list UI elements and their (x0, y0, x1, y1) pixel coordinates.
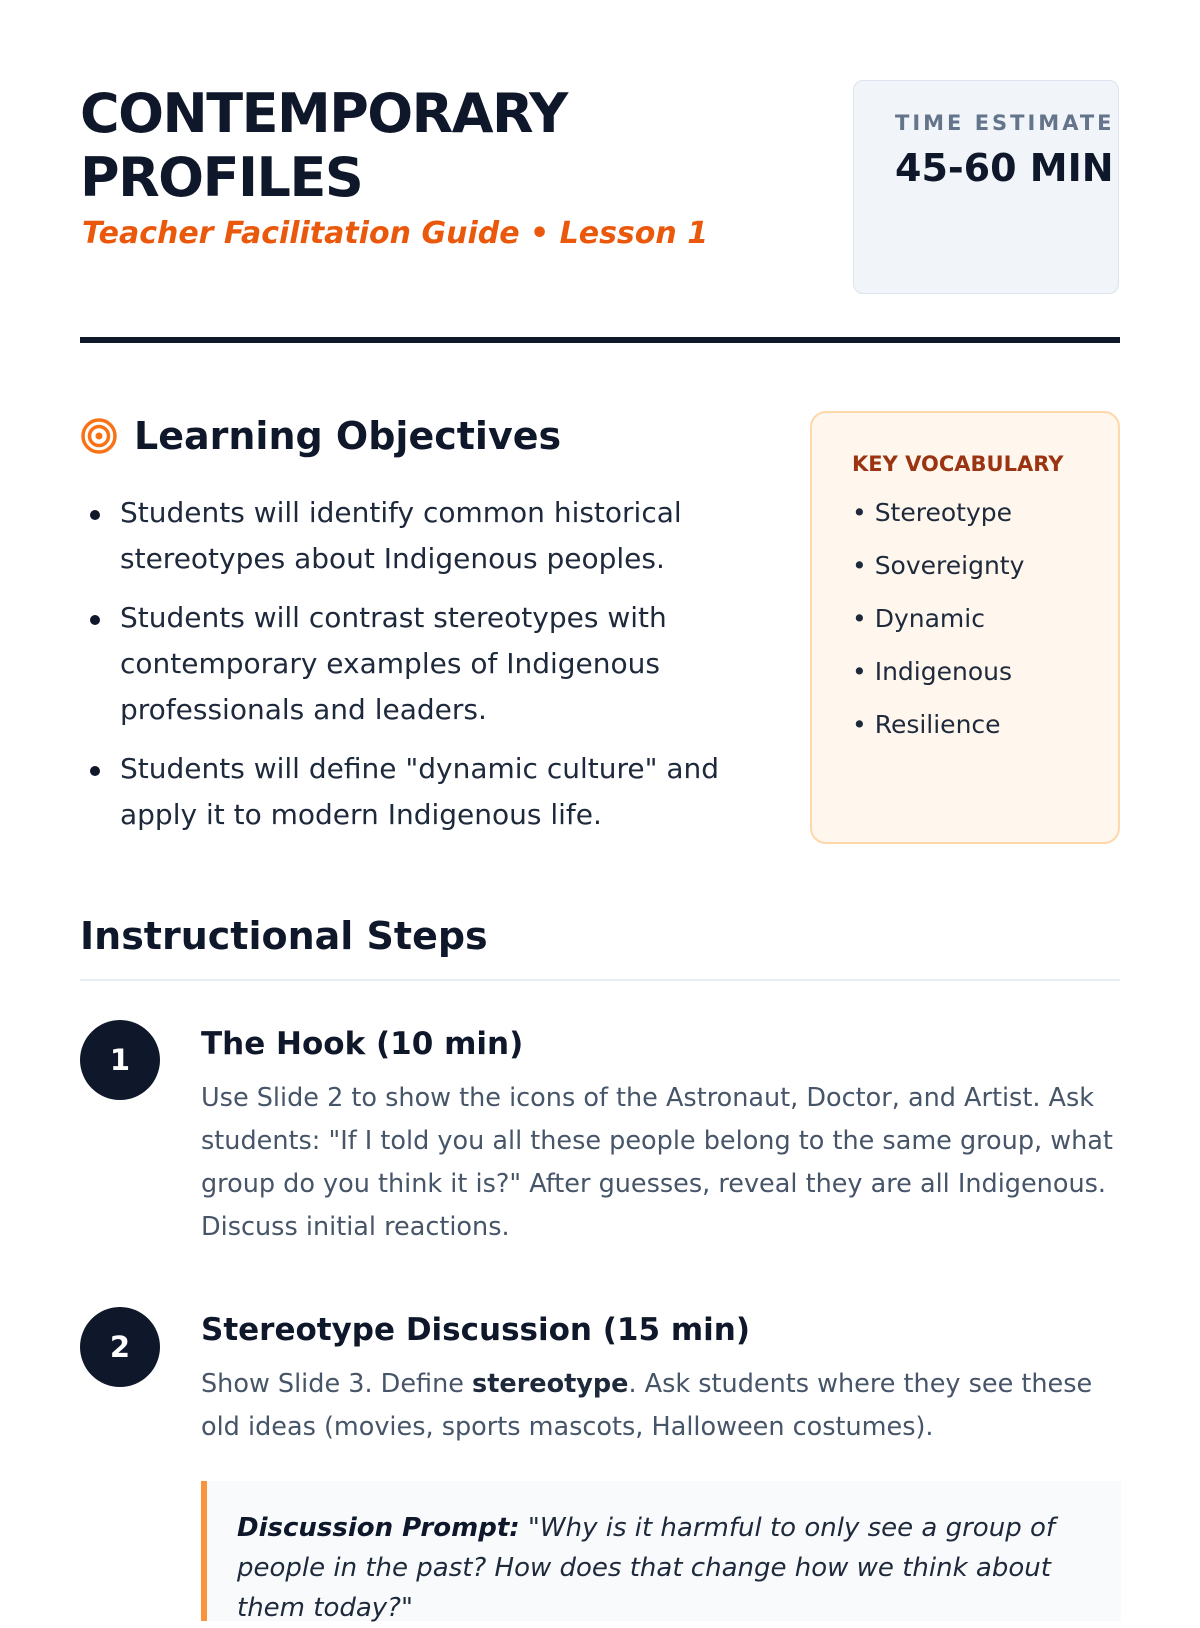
page-subtitle: Teacher Facilitation Guide • Lesson 1 (82, 216, 709, 251)
bullet-icon (90, 510, 100, 520)
steps-divider (80, 979, 1120, 981)
page-title: CONTEMPORARY PROFILES (80, 82, 567, 209)
discussion-prompt-callout (201, 1481, 1121, 1621)
bullet-icon (90, 615, 100, 625)
step-number-badge: 2 (80, 1307, 160, 1387)
prompt-label: Discussion Prompt: (237, 1513, 520, 1543)
objectives-heading (80, 412, 561, 460)
objectives-heading-text: Learning Objectives (134, 414, 562, 458)
step-title: Stereotype Discussion (15 min) (201, 1312, 751, 1348)
step-description: Use Slide 2 to show the icons of the Astronaut, Doctor, and Artist. Ask students: "If I told you all these people belong to the same group, what group do you think it is?" After guesses, reveal they are all Indigenous. Discuss initial reactions. (201, 1083, 1113, 1242)
header-divider (80, 337, 1120, 343)
vocabulary-item: • Dynamic (852, 604, 985, 633)
objective-item (80, 595, 740, 733)
vocabulary-title: KEY VOCABULARY (852, 452, 1064, 476)
step-number-badge: 1 (80, 1020, 160, 1100)
step-text-bold-term: stereotype (472, 1369, 629, 1399)
objectives-list (80, 490, 740, 851)
steps-heading: Instructional Steps (80, 914, 488, 958)
target-icon (80, 417, 118, 455)
step-description (201, 1363, 1121, 1449)
step-2 (201, 1310, 1121, 1449)
time-estimate-label: TIME ESTIMATE (895, 111, 1115, 135)
objective-text: Students will identify common historical stereotypes about Indigenous peoples. (120, 496, 682, 575)
vocabulary-item: • Stereotype (852, 498, 1012, 527)
objective-item (80, 490, 740, 582)
bullet-icon (90, 766, 100, 776)
step-text-part: Show Slide 3. Define (201, 1369, 473, 1399)
step-1 (201, 1024, 1121, 1249)
step-text-part: . Ask students where they see these old ideas (movies, sports mascots, Halloween costumes). (201, 1369, 1093, 1442)
objective-text: Students will contrast stereotypes with contemporary examples of Indigenous professionals and leaders. (120, 601, 667, 726)
step-title: The Hook (10 min) (201, 1026, 524, 1062)
time-estimate-card (853, 80, 1119, 294)
vocabulary-item: • Indigenous (852, 657, 1012, 686)
key-vocabulary-card (810, 411, 1120, 844)
vocabulary-item: • Resilience (852, 710, 1001, 739)
vocabulary-item: • Sovereignty (852, 551, 1025, 580)
time-estimate-value: 45-60 MIN (895, 146, 1114, 190)
prompt-text: "Why is it harmful to only see a group of people in the past? How does that change how we think about them today?" (237, 1513, 1056, 1623)
objective-item (80, 746, 740, 838)
objective-text: Students will define "dynamic culture" and apply it to modern Indigenous life. (120, 752, 720, 831)
